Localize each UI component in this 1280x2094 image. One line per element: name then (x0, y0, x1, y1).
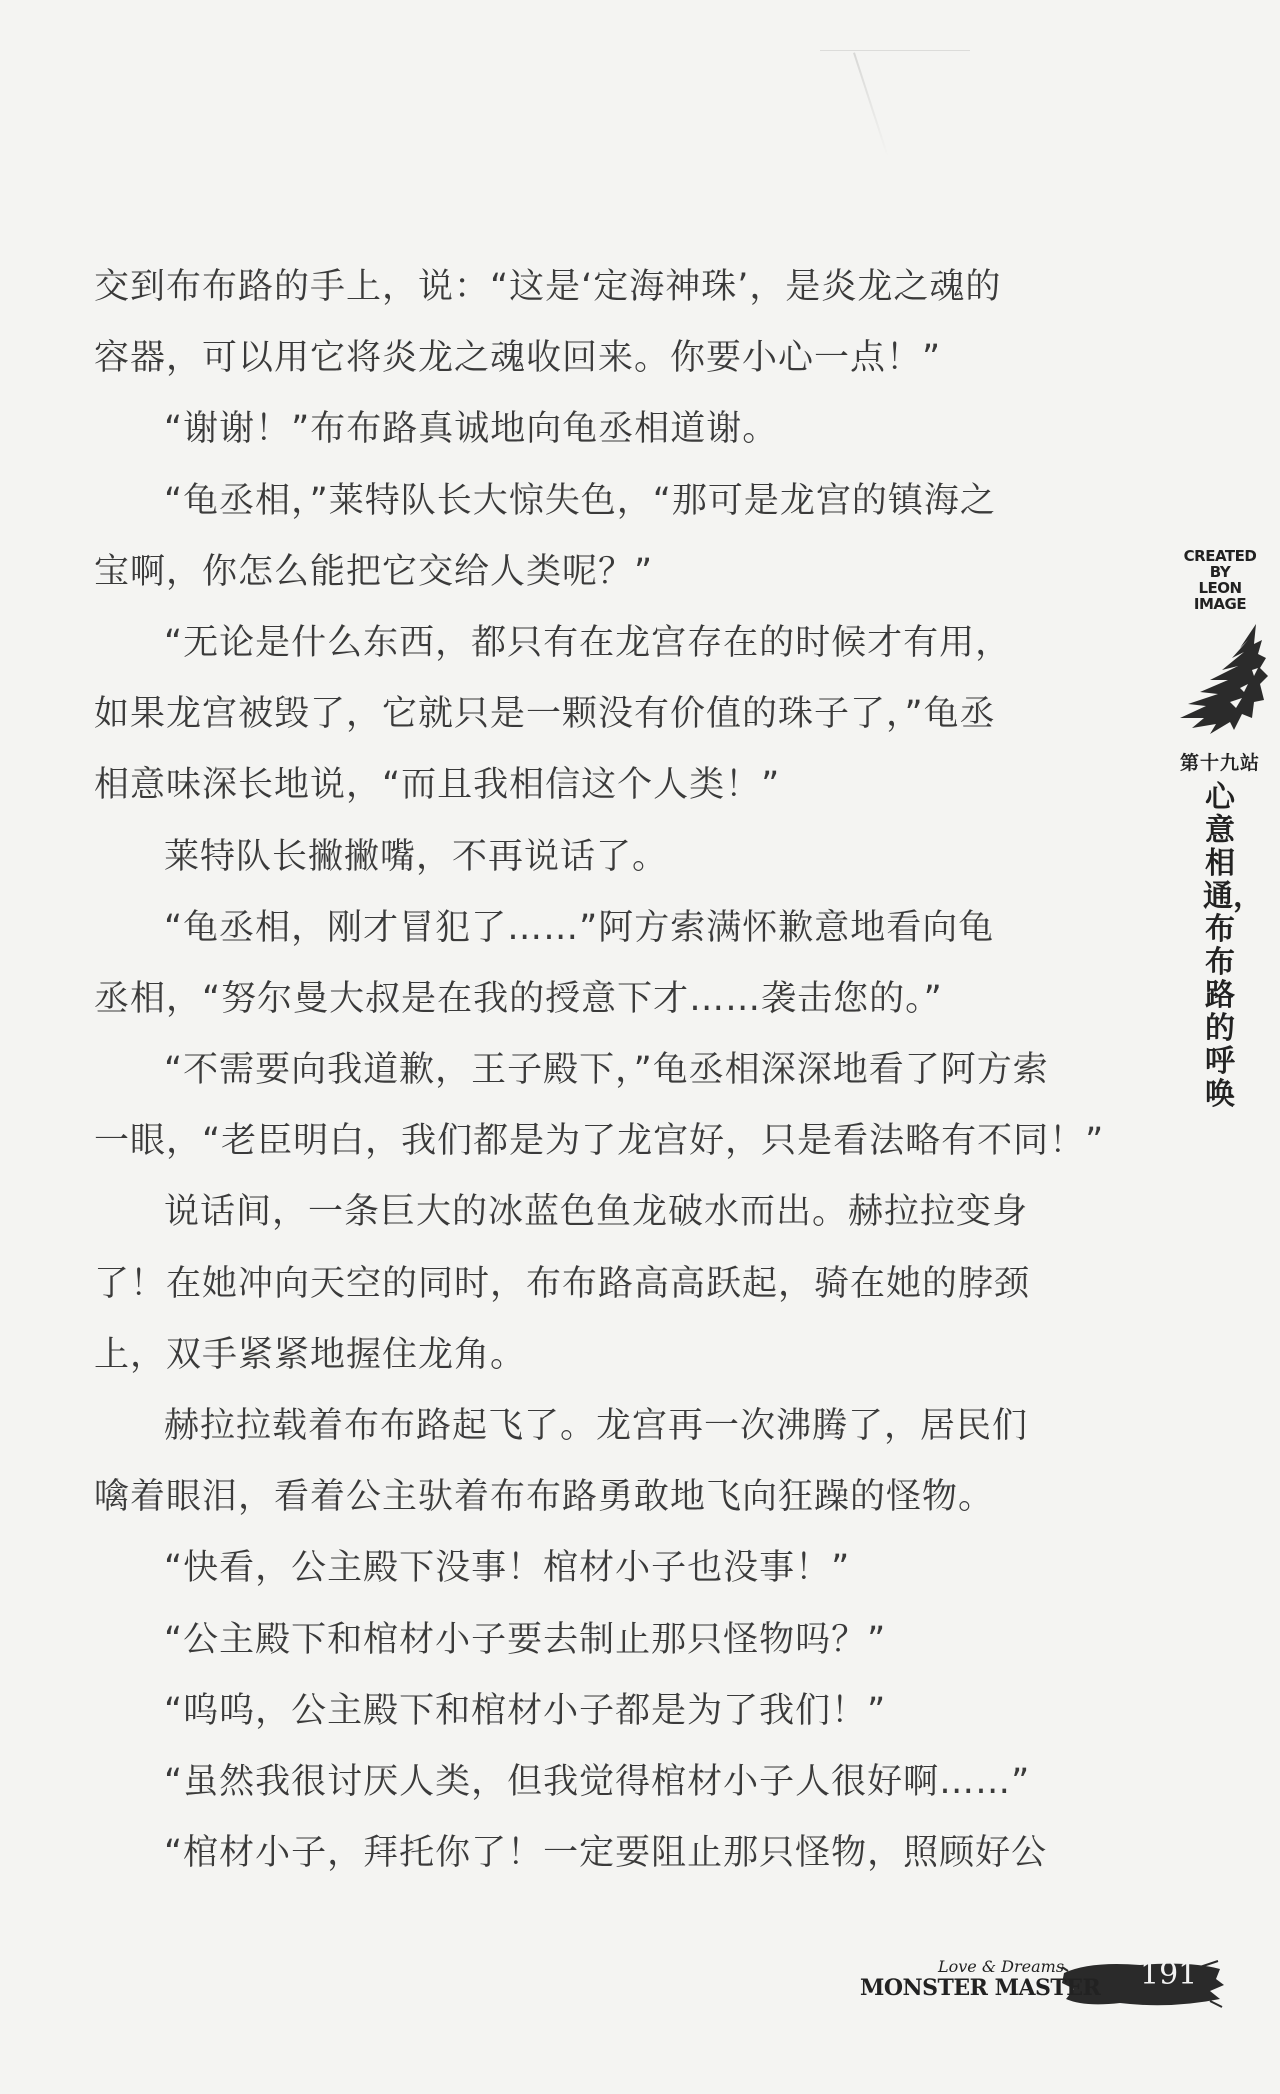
text-line: 赫拉拉载着布布路起飞了。龙宫再一次沸腾了，居民们 (164, 1406, 1029, 1446)
text-line: 容器，可以用它将炎龙之魂收回来。你要小心一点！” (94, 338, 942, 379)
text-line: “无论是什么东西，都只有在龙宫存在的时候才有用， (164, 622, 1012, 663)
text-line: “公主殿下和棺材小子要去制止那只怪物吗？” (164, 1619, 887, 1660)
logo-line: CREATED (1183, 547, 1257, 565)
text-line: 交到布布路的手上，说：“这是‘定海神珠’，是炎龙之魂的 (94, 267, 1002, 307)
text-line: 莱特队长撇撇嘴，不再说话了。 (164, 836, 669, 877)
text-line: 一眼，“老臣明白，我们都是为了龙宫好，只是看法略有不同！” (94, 1121, 1105, 1162)
text-line: 相意味深长地说，“而且我相信这个人类！” (94, 765, 781, 806)
text-line: “棺材小子，拜托你了！一定要阻止那只怪物，照顾好公 (164, 1833, 1048, 1874)
text-line: “谢谢！”布布路真诚地向龟丞相道谢。 (164, 409, 779, 450)
text-line: “龟丞相，”莱特队长大惊失色，“那可是龙宫的镇海之 (164, 480, 996, 521)
scan-mark (820, 50, 970, 51)
series-subtitle: Love & Dreams (938, 1957, 1065, 1976)
text-line: 如果龙宫被毁了，它就只是一颗没有价值的珠子了，”龟丞 (94, 694, 996, 735)
text-line: “呜呜，公主殿下和棺材小子都是为了我们！” (164, 1690, 887, 1731)
scan-mark (853, 52, 889, 157)
text-line: 上，双手紧紧地握住龙角。 (94, 1334, 527, 1375)
page-number: 191 (1140, 1957, 1198, 1992)
text-line: “不需要向我道歉，王子殿下，”龟丞相深深地看了阿方索 (164, 1050, 1049, 1091)
page-footer (860, 1955, 1240, 2025)
logo-line: IMAGE (1193, 595, 1247, 613)
body-text (94, 252, 1114, 1889)
chapter-number: 第十九站 (1179, 752, 1260, 774)
text-line: 宝啊，你怎么能把它交给人类呢？” (94, 551, 654, 592)
series-title: MONSTER MASTER (860, 1975, 1101, 2001)
logo-line: BY (1209, 563, 1231, 581)
text-line: 噙着眼泪，看着公主驮着布布路勇敢地飞向狂躁的怪物。 (94, 1477, 995, 1518)
chapter-title: 心意相通，布布路的呼唤 (1203, 780, 1263, 1112)
dragon-head-icon (1170, 618, 1270, 738)
text-line: 了！在她冲向天空的同时，布布路高高跃起，骑在她的脖颈 (94, 1263, 1031, 1304)
text-line: 说话间，一条巨大的冰蓝色鱼龙破水而出。赫拉拉变身 (164, 1192, 1029, 1233)
text-line: “虽然我很讨厌人类，但我觉得棺材小子人很好啊……” (164, 1761, 1031, 1802)
text-line: 丞相，“努尔曼大叔是在我的授意下才……袭击您的。” (94, 978, 943, 1019)
leon-image-logo (1160, 548, 1280, 612)
logo-line: LEON (1198, 579, 1242, 597)
chapter-side-tab (1160, 548, 1280, 1111)
text-line: “龟丞相，刚才冒犯了……”阿方索满怀歉意地看向龟 (164, 907, 995, 948)
text-line: “快看，公主殿下没事！棺材小子也没事！” (164, 1548, 851, 1589)
